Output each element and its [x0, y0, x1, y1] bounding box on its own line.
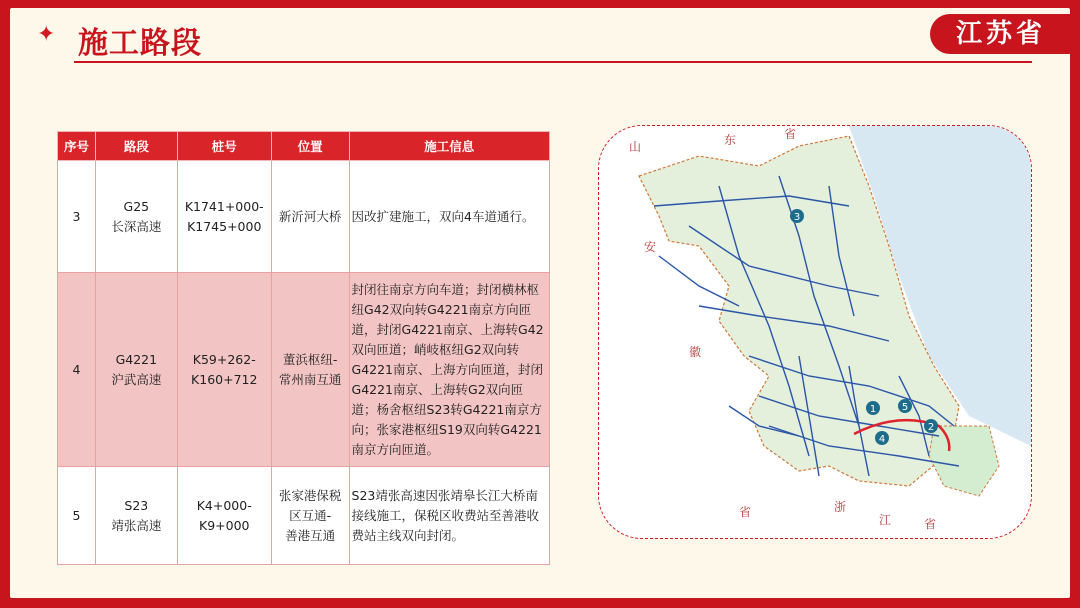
col-header-index: 序号 [58, 132, 96, 161]
svg-text:4: 4 [878, 434, 886, 445]
cell-info: S23靖张高速因张靖皋长江大桥南接线施工，保税区收费站至善港收费站主线双向封闭。 [349, 467, 549, 565]
label-sheng-south: 省 [924, 517, 937, 531]
cell-info: 封闭往南京方向车道；封闭横林枢纽G42双向转G4221南京方向匝道，封闭G4221南京、上海转G42双向匝道；峭岐枢纽G2双向转G4221南京、上海方向匝道，封闭G4221南京、上海转G2双向匝道；杨舍枢纽S23转G4221南京方向；张家港枢纽S19双向转G4221南京方向匝道。 [349, 273, 549, 467]
label-sheng-west: 省 [739, 505, 752, 519]
province-badge: 江苏省 [930, 14, 1072, 54]
page-title: 施工路段 [78, 26, 202, 61]
cell-info: 因改扩建施工，双向4车道通行。 [349, 161, 549, 273]
cell-index: 4 [58, 273, 96, 467]
col-header-road: 路段 [95, 132, 177, 161]
cell-road: G4221 沪武高速 [95, 273, 177, 467]
title-underline [74, 61, 1032, 63]
label-shan: 山 [629, 140, 642, 154]
cell-location: 董浜枢纽- 常州南互通 [271, 273, 349, 467]
cell-location: 张家港保税 区互通- 善港互通 [271, 467, 349, 565]
map-svg [599, 126, 1031, 538]
marker-3 [790, 209, 804, 223]
marker-5 [898, 399, 912, 413]
svg-text:1: 1 [869, 404, 877, 415]
label-zhe: 浙 [834, 500, 847, 514]
table-row [58, 161, 550, 273]
cell-stake: K59+262- K160+712 [177, 273, 271, 467]
jiangsu-road-map [598, 125, 1032, 539]
svg-text:2: 2 [927, 422, 935, 433]
col-header-info: 施工信息 [349, 132, 549, 161]
cell-index: 3 [58, 161, 96, 273]
table-row [58, 467, 550, 565]
svg-text:5: 5 [901, 402, 909, 413]
cell-index: 5 [58, 467, 96, 565]
marker-4 [875, 431, 889, 445]
construction-table [57, 131, 550, 565]
label-dong: 东 [724, 133, 737, 147]
marker-1 [866, 401, 880, 415]
table-header-row [58, 132, 550, 161]
label-jiang: 江 [879, 513, 892, 527]
cell-stake: K4+000- K9+000 [177, 467, 271, 565]
col-header-location: 位置 [271, 132, 349, 161]
cell-location: 新沂河大桥 [271, 161, 349, 273]
col-header-stake: 桩号 [177, 132, 271, 161]
svg-text:3: 3 [793, 212, 801, 223]
cell-road: S23 靖张高速 [95, 467, 177, 565]
label-sheng-north: 省 [784, 127, 797, 141]
label-hui: 徽 [689, 345, 702, 359]
cell-road: G25 长深高速 [95, 161, 177, 273]
four-point-star-icon: ✦ [37, 22, 56, 47]
table-row [58, 273, 550, 467]
label-an: 安 [644, 240, 657, 254]
marker-2 [924, 419, 938, 433]
cell-stake: K1741+000- K1745+000 [177, 161, 271, 273]
